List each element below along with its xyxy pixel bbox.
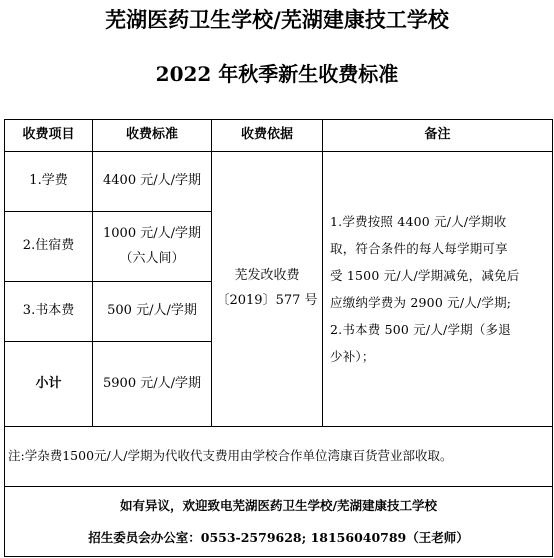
header-remarks: 备注: [323, 120, 553, 152]
remark-line-5: 2.书本费 500 元/人/学期（多退: [330, 322, 511, 337]
remark-line-3: 受 1500 元/人/学期减免，减免后: [330, 268, 520, 283]
row-item-tuition: 1.学费: [5, 152, 93, 212]
row-standard-subtotal: [93, 342, 212, 427]
standard-text: 500 元/人/学期: [107, 303, 197, 319]
remark-line-6: 少补）；: [330, 349, 375, 364]
header-item: 收费项目: [5, 120, 93, 152]
table-row: [5, 152, 553, 212]
row-item-dorm: 2.住宿费: [5, 212, 93, 282]
basis-line-1: 芜发改收费: [234, 268, 300, 284]
header-standard: 收费标准: [93, 120, 212, 152]
contact-row: [5, 487, 553, 557]
remark-line-1: 1.学费按照 4400 元/人/学期收: [330, 214, 507, 229]
note-row: [5, 427, 553, 487]
contact-cell: [5, 487, 553, 557]
fee-table: [4, 119, 553, 557]
document-subtitle: 2022 年秋季新生收费标准: [155, 62, 399, 86]
standard-subtext: （六人间）: [119, 250, 185, 266]
fee-basis-cell: [212, 152, 323, 427]
document-title: 芜湖医药卫生学校/芜湖建康技工学校: [105, 7, 449, 32]
remark-line-2: 取，符合条件的每人每学期可享: [330, 241, 508, 256]
row-item-books: 3.书本费: [5, 282, 93, 342]
contact-line-2: 招生委员会办公室：0553-2579628; 18156040789（王老师）: [88, 529, 469, 545]
header-basis: 收费依据: [212, 120, 323, 152]
row-standard-tuition: [93, 152, 212, 212]
standard-text: 1000 元/人/学期: [103, 225, 201, 241]
fee-note: 注:学杂费1500元/人/学期为代收代支费用由学校合作单位湾康百货营业部收取。: [5, 427, 553, 487]
table-header-row: [5, 120, 553, 152]
row-item-subtotal: 小计: [5, 342, 93, 427]
row-standard-dorm: [93, 212, 212, 282]
standard-text: 5900 元/人/学期: [103, 375, 201, 391]
row-standard-books: [93, 282, 212, 342]
remarks-cell: [323, 152, 553, 427]
remark-line-4: 应缴纳学费为 2900 元/人/学期;: [330, 295, 512, 310]
contact-line-1: 如有异议，欢迎致电芜湖医药卫生学校/芜湖建康技工学校: [119, 497, 438, 513]
standard-text: 4400 元/人/学期: [103, 173, 201, 189]
basis-line-2: 〔2019〕577 号: [216, 293, 318, 308]
